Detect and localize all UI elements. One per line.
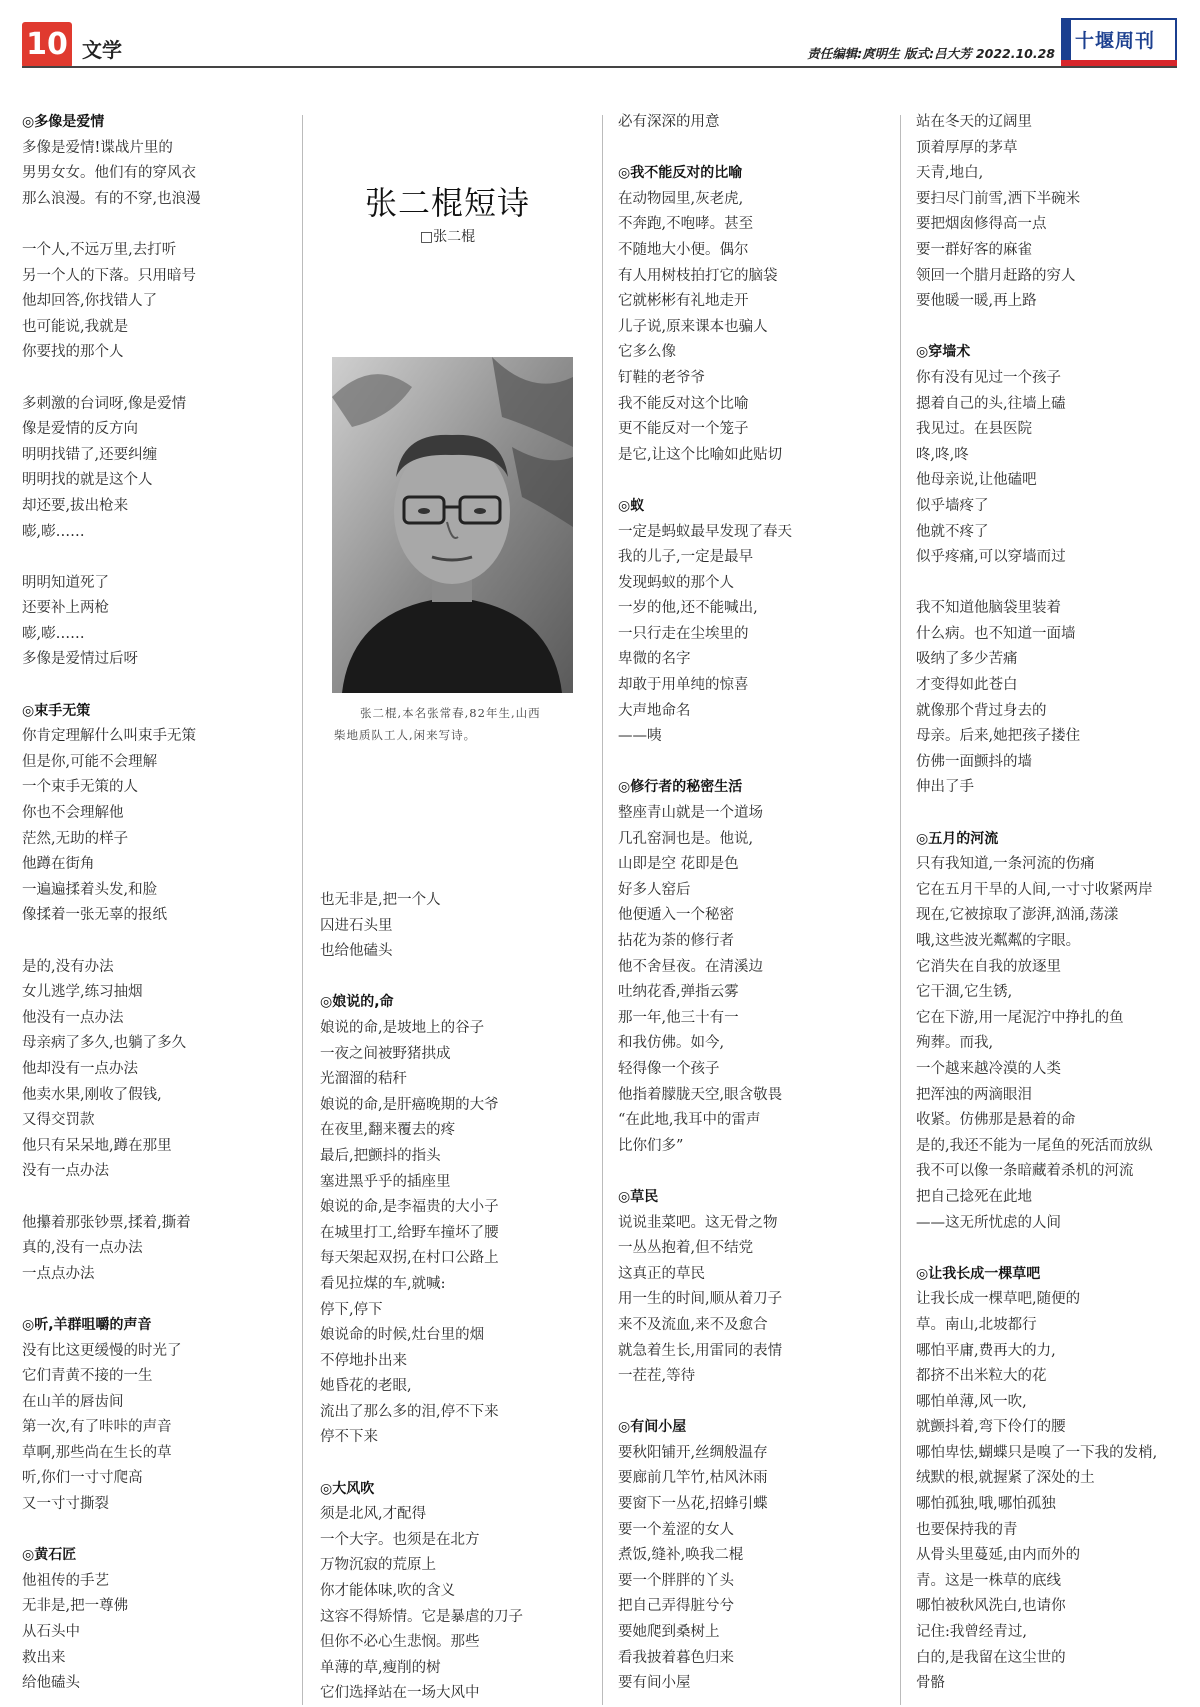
poem-line: 哪怕被秋风洗白,也请你 bbox=[916, 1598, 1066, 1615]
poem-line: 你肯定理解什么叫束手无策 bbox=[22, 728, 196, 745]
poem-line: 它多么像 bbox=[618, 344, 676, 361]
poem-line: 必有深深的用意 bbox=[618, 114, 720, 130]
poem-line: 比你们多” bbox=[618, 1137, 684, 1154]
poem-line: 才变得如此苍白 bbox=[916, 677, 1018, 694]
stanza-break bbox=[22, 1287, 292, 1313]
poem-line: 站在冬天的辽阔里 bbox=[916, 114, 1032, 130]
stanza-break bbox=[916, 801, 1186, 827]
poem-line: 像揉着一张无辜的报纸 bbox=[22, 907, 167, 924]
poem-line: 摁着自己的头,往墙上磕 bbox=[916, 395, 1066, 412]
poem-line: 但是你,可能不会理解 bbox=[22, 753, 158, 770]
column-divider bbox=[302, 115, 303, 1705]
poem-line: 你也不会理解他 bbox=[22, 805, 124, 822]
poem-line: 一个人,不远万里,去打听 bbox=[22, 241, 177, 258]
poem-line: 要秋阳铺开,丝绸般温存 bbox=[618, 1444, 768, 1461]
poem-line: 只有我知道,一条河流的伤痛 bbox=[916, 856, 1095, 873]
poem-line: 他蹲在街角 bbox=[22, 856, 95, 873]
poem-line: 是它,让这个比喻如此贴切 bbox=[618, 446, 783, 463]
newspaper-logo bbox=[1061, 18, 1177, 62]
poem-line: 我不知道他脑袋里装着 bbox=[916, 600, 1061, 617]
poem-line: 拈花为荼的修行者 bbox=[618, 933, 734, 949]
stanza-break bbox=[22, 929, 292, 955]
poem-line: 要廊前几竿竹,枯风沐雨 bbox=[618, 1470, 768, 1487]
poem-line: 更不能反对一个笼子 bbox=[618, 421, 749, 438]
poem-line: 哪怕单薄,风一吹, bbox=[916, 1393, 1027, 1410]
poem-line: 整座青山就是一个道场 bbox=[618, 805, 763, 822]
logo-side-bar bbox=[1063, 20, 1071, 60]
poem-line: 多像是爱情过后呀 bbox=[22, 651, 138, 668]
text-column-1 bbox=[22, 110, 292, 1697]
poem-line: 明明找的就是这个人 bbox=[22, 472, 153, 489]
poem-line: 都挤不出米粒大的花 bbox=[916, 1368, 1047, 1385]
poem-line: 无非是,把一尊佛 bbox=[22, 1598, 129, 1615]
poem-line: 娘说命的时候,灶台里的烟 bbox=[320, 1327, 485, 1344]
poem-line: 什么病。也不知道一面墙 bbox=[916, 625, 1076, 642]
poem-title: ◎大风吹 bbox=[320, 1480, 375, 1497]
poem-title: ◎修行者的秘密生活 bbox=[618, 779, 743, 796]
poem-line: 那么浪漫。有的不穿,也浪漫 bbox=[22, 190, 201, 207]
poem-line: 这容不得矫情。它是暴虐的刀子 bbox=[320, 1608, 523, 1625]
poem-line: 记住:我曾经青过, bbox=[916, 1624, 1027, 1641]
poem-line: 殉葬。而我, bbox=[916, 1035, 994, 1052]
poem-line: ——这无所忧虑的人间 bbox=[916, 1214, 1061, 1231]
poem-line: 来不及流血,来不及愈合 bbox=[618, 1316, 768, 1333]
poem-line: 把自己捻死在此地 bbox=[916, 1188, 1032, 1205]
poem-line: 多像是爱情!谍战片里的 bbox=[22, 139, 173, 156]
poem-line: 青。这是一株草的底线 bbox=[916, 1572, 1061, 1589]
poem-line: 塞进黑乎乎的插座里 bbox=[320, 1173, 451, 1190]
poem-line: 几孔窑洞也是。他说, bbox=[618, 830, 754, 847]
poem-line: 哪怕卑怯,蝴蝶只是嗅了一下我的发梢, bbox=[916, 1444, 1158, 1461]
poem-line: 囚进石头里 bbox=[320, 917, 393, 934]
poem-line: 他却没有一点办法 bbox=[22, 1060, 138, 1077]
poem-line: 绒默的根,就握紧了深处的土 bbox=[916, 1470, 1095, 1487]
poem-line: 它们青黄不接的一生 bbox=[22, 1368, 153, 1385]
poem-line: 一个束手无策的人 bbox=[22, 779, 138, 796]
poem-line: 它们选择站在一场大风中 bbox=[320, 1685, 480, 1702]
poem-line: 也要保持我的青 bbox=[916, 1521, 1018, 1538]
stanza-break bbox=[22, 1185, 292, 1211]
poem-line: 看我披着暮色归来 bbox=[618, 1649, 734, 1666]
poem-line: 最后,把颤抖的指头 bbox=[320, 1147, 441, 1164]
poem-line: 第一次,有了咔咔的声音 bbox=[22, 1419, 172, 1436]
poem-line: 似乎疼痛,可以穿墙而过 bbox=[916, 549, 1066, 566]
header-rule bbox=[22, 66, 1177, 68]
poem-line: ——咦 bbox=[618, 728, 662, 745]
poem-line: 也无非是,把一个人 bbox=[320, 892, 441, 908]
poem-line: 一丛丛抱着,但不结党 bbox=[618, 1240, 754, 1257]
poem-line: 他不舍昼夜。在清溪边 bbox=[618, 958, 763, 975]
text-column-4 bbox=[916, 110, 1186, 1697]
poem-line: 现在,它被掠取了澎湃,汹涌,荡漾 bbox=[916, 907, 1119, 924]
poem-line: 女儿逃学,练习抽烟 bbox=[22, 984, 143, 1001]
poem-line: 一个大字。也须是在北方 bbox=[320, 1531, 480, 1548]
poem-line: 它干涸,它生锈, bbox=[916, 984, 1013, 1001]
poem-line: 真的,没有一点办法 bbox=[22, 1240, 143, 1257]
feature-title: 张二棍短诗 bbox=[364, 184, 530, 222]
poem-line: 多刺激的台词呀,像是爱情 bbox=[22, 395, 187, 412]
poem-line: 停不下来 bbox=[320, 1429, 378, 1446]
stanza-break bbox=[618, 136, 898, 162]
poem-title: ◎草民 bbox=[618, 1188, 659, 1205]
poem-line: 伸出了手 bbox=[916, 779, 974, 796]
author-portrait-image bbox=[332, 357, 573, 693]
poem-line: 不奔跑,不咆哮。甚至 bbox=[618, 216, 754, 233]
poem-line: 听,你们一寸寸爬高 bbox=[22, 1470, 143, 1487]
poem-line: 他攥着那张钞票,揉着,撕着 bbox=[22, 1214, 191, 1231]
poem-line: 要窗下一丛花,招蜂引蝶 bbox=[618, 1496, 768, 1513]
poem-title: ◎穿墙术 bbox=[916, 344, 971, 361]
poem-line: 单薄的草,瘦削的树 bbox=[320, 1659, 441, 1676]
section-title: 文学 bbox=[82, 38, 122, 62]
feature-byline: □张二棍 bbox=[419, 229, 476, 245]
page-number: 10 bbox=[22, 22, 72, 68]
poem-line: 用一生的时间,顺从着刀子 bbox=[618, 1291, 783, 1308]
poem-line: 像是爱情的反方向 bbox=[22, 421, 138, 438]
poem-line: 山即是空 花即是色 bbox=[618, 856, 739, 873]
poem-line: 一个越来越冷漠的人类 bbox=[916, 1060, 1061, 1077]
poem-line: 另一个人的下落。只用暗号 bbox=[22, 267, 196, 284]
poem-line: 一点点办法 bbox=[22, 1265, 95, 1282]
poem-title: ◎多像是爱情 bbox=[22, 114, 105, 130]
poem-line: 是的,我还不能为一尾鱼的死活而放纵 bbox=[916, 1137, 1153, 1154]
poem-line: 娘说的命,是李福贵的大小子 bbox=[320, 1199, 499, 1216]
poem-line: 吐纳花香,弹指云雾 bbox=[618, 984, 739, 1001]
poem-line: 仿佛一面颤抖的墙 bbox=[916, 753, 1032, 770]
stanza-break bbox=[22, 366, 292, 392]
stanza-break bbox=[618, 750, 898, 776]
poem-line: 他只有呆呆地,蹲在那里 bbox=[22, 1137, 172, 1154]
author-photo bbox=[332, 357, 573, 693]
poem-line: 万物沉寂的荒原上 bbox=[320, 1557, 436, 1574]
logo-text: 十堰周刊 bbox=[1075, 30, 1156, 52]
stanza-break bbox=[320, 1451, 600, 1477]
poem-line: 哪怕平庸,费再大的力, bbox=[916, 1342, 1056, 1359]
poem-line: 每天架起双拐,在村口公路上 bbox=[320, 1250, 499, 1267]
poem-line: 卑微的名字 bbox=[618, 651, 691, 668]
poem-line: 草啊,那些尚在生长的草 bbox=[22, 1444, 172, 1461]
poem-line: 在城里打工,给野车撞坏了腰 bbox=[320, 1224, 499, 1241]
poem-line: 在夜里,翻来覆去的疼 bbox=[320, 1122, 456, 1139]
poem-line: 要扫尽门前雪,洒下半碗米 bbox=[916, 190, 1081, 207]
editor-credits: 责任编辑:庹明生 版式:吕大芳 2022.10.28 bbox=[807, 46, 1055, 61]
poem-line: 也可能说,我就是 bbox=[22, 318, 129, 335]
poem-line: 却还要,拔出枪来 bbox=[22, 497, 129, 514]
poem-line: 哪怕孤独,哦,哪怕孤独 bbox=[916, 1496, 1056, 1513]
poem-line: 就急着生长,用雷同的表情 bbox=[618, 1342, 783, 1359]
poem-line: 好多人窑后 bbox=[618, 881, 691, 898]
poem-line: 我不可以像一条暗藏着杀机的河流 bbox=[916, 1163, 1134, 1180]
poem-line: 没有一点办法 bbox=[22, 1163, 109, 1180]
poem-line: 母亲。后来,她把孩子搂住 bbox=[916, 728, 1081, 745]
poem-line: 要她爬到桑树上 bbox=[618, 1624, 720, 1641]
poem-line: 男男女女。他们有的穿风衣 bbox=[22, 165, 196, 182]
poem-line: 顶着厚厚的茅草 bbox=[916, 139, 1018, 156]
poem-line: 要把烟囱修得高一点 bbox=[916, 216, 1047, 233]
poem-line: 母亲病了多久,也躺了多久 bbox=[22, 1035, 187, 1052]
poem-line: 它就彬彬有礼地走开 bbox=[618, 293, 749, 310]
poem-line: 它在五月干旱的人间,一寸寸收紧两岸 bbox=[916, 881, 1153, 898]
poem-line: 领回一个腊月赶路的穷人 bbox=[916, 267, 1076, 284]
stanza-break bbox=[618, 1390, 898, 1416]
poem-line: 让我长成一棵草吧,随便的 bbox=[916, 1291, 1081, 1308]
poem-title: ◎五月的河流 bbox=[916, 830, 999, 847]
stanza-break bbox=[320, 965, 600, 991]
stanza-break bbox=[22, 212, 292, 238]
poem-line: 要一个羞涩的女人 bbox=[618, 1521, 734, 1538]
poem-line: 又一寸寸撕裂 bbox=[22, 1496, 109, 1513]
poem-line: 大声地命名 bbox=[618, 702, 691, 719]
stanza-break bbox=[916, 1236, 1186, 1262]
poem-line: 也给他磕头 bbox=[320, 943, 393, 960]
poem-line: 我不能反对这个比喻 bbox=[618, 395, 749, 412]
poem-line: 就颤抖着,弯下伶仃的腰 bbox=[916, 1419, 1066, 1436]
poem-title: ◎有间小屋 bbox=[618, 1419, 687, 1436]
poem-line: 要有间小屋 bbox=[618, 1675, 691, 1692]
poem-line: 我见过。在县医院 bbox=[916, 421, 1032, 438]
poem-line: 是的,没有办法 bbox=[22, 958, 114, 975]
poem-line: 一遍遍揉着头发,和脸 bbox=[22, 881, 158, 898]
poem-line: 一岁的他,还不能喊出, bbox=[618, 600, 758, 617]
poem-line: 看见拉煤的车,就喊: bbox=[320, 1275, 446, 1292]
poem-line: 她昏花的老眼, bbox=[320, 1378, 412, 1395]
poem-line: 把浑浊的两滴眼泪 bbox=[916, 1086, 1032, 1103]
poem-line: 一定是蚂蚁最早发现了春天 bbox=[618, 523, 792, 540]
poem-line: 他却回答,你找错人了 bbox=[22, 293, 158, 310]
poem-title: ◎让我长成一棵草吧 bbox=[916, 1265, 1041, 1282]
poem-title: ◎我不能反对的比喻 bbox=[618, 165, 743, 182]
poem-line: 嘭,嘭…… bbox=[22, 523, 85, 540]
poem-line: 他祖传的手艺 bbox=[22, 1572, 109, 1589]
poem-line: 却敢于用单纯的惊喜 bbox=[618, 677, 749, 694]
poem-line: 光溜溜的秸秆 bbox=[320, 1071, 407, 1088]
poem-line: 不停地扑出来 bbox=[320, 1352, 407, 1369]
poem-line: 茫然,无助的样子 bbox=[22, 830, 129, 847]
poem-line: 儿子说,原来课本也骗人 bbox=[618, 318, 768, 335]
poem-line: 那一年,他三十有一 bbox=[618, 1009, 739, 1026]
poem-line: 娘说的命,是肝癌晚期的大爷 bbox=[320, 1096, 499, 1113]
poem-line: 钉鞋的老爷爷 bbox=[618, 369, 705, 386]
poem-line: 他便遁入一个秘密 bbox=[618, 907, 734, 924]
poem-line: 在山羊的唇齿间 bbox=[22, 1393, 124, 1410]
poem-line: 它在下游,用一尾泥泞中挣扎的鱼 bbox=[916, 1009, 1124, 1026]
poem-title: ◎蚁 bbox=[618, 497, 645, 514]
poem-line: 哦,这些波光粼粼的字眼。 bbox=[916, 933, 1081, 949]
poem-line: 他指着朦胧天空,眼含敬畏 bbox=[618, 1086, 783, 1103]
poem-line: 娘说的命,是坡地上的谷子 bbox=[320, 1019, 485, 1036]
poem-line: 你有没有见过一个孩子 bbox=[916, 369, 1061, 386]
poem-line: 你才能体味,吹的含义 bbox=[320, 1583, 456, 1600]
caption-line: 张二棍,本名张常春,82年生,山西 bbox=[360, 706, 541, 720]
poem-line: 一茬茬,等待 bbox=[618, 1368, 696, 1385]
poem-line: 把自己弄得脏兮兮 bbox=[618, 1598, 734, 1615]
poem-line: 发现蚂蚁的那个人 bbox=[618, 574, 734, 591]
page-header bbox=[22, 18, 1177, 68]
poem-line: 流出了那么多的泪,停不下来 bbox=[320, 1403, 499, 1420]
poem-line: 又得交罚款 bbox=[22, 1112, 95, 1129]
poem-line: 明明知道死了 bbox=[22, 574, 109, 591]
poem-line: 说说韭菜吧。这无骨之物 bbox=[618, 1214, 778, 1231]
poem-line: 一只行走在尘埃里的 bbox=[618, 625, 749, 642]
poem-line: 须是北风,才配得 bbox=[320, 1506, 427, 1523]
caption-line: 柴地质队工人,闲来写诗。 bbox=[334, 728, 477, 742]
text-column-3 bbox=[618, 110, 898, 1697]
poem-line: 救出来 bbox=[22, 1649, 66, 1666]
stanza-break bbox=[916, 315, 1186, 341]
poem-line: 收紧。仿佛那是悬着的命 bbox=[916, 1112, 1076, 1129]
poem-line: 嘭,嘭…… bbox=[22, 625, 85, 642]
text-column-2 bbox=[320, 888, 600, 1707]
poem-line: 明明找错了,还要纠缠 bbox=[22, 446, 158, 463]
poem-line: 它消失在自我的放逐里 bbox=[916, 958, 1061, 975]
stanza-break bbox=[22, 1518, 292, 1544]
poem-line: 没有比这更缓慢的时光了 bbox=[22, 1342, 182, 1359]
poem-line: 和我仿佛。如今, bbox=[618, 1035, 725, 1052]
poem-line: 他母亲说,让他磕吧 bbox=[916, 472, 1037, 489]
poem-line: 他没有一点办法 bbox=[22, 1009, 124, 1026]
stanza-break bbox=[618, 1159, 898, 1185]
poem-line: 一夜之间被野猪拱成 bbox=[320, 1045, 451, 1062]
poem-line: 他卖水果,刚收了假钱, bbox=[22, 1086, 162, 1103]
column-divider bbox=[900, 115, 901, 1705]
poem-line: 给他磕头 bbox=[22, 1675, 80, 1692]
poem-line: 天青,地白, bbox=[916, 165, 984, 182]
poem-line: 白的,是我留在这尘世的 bbox=[916, 1649, 1066, 1666]
poem-line: 轻得像一个孩子 bbox=[618, 1060, 720, 1077]
poem-line: 要一个胖胖的丫头 bbox=[618, 1572, 734, 1589]
stanza-break bbox=[618, 468, 898, 494]
poem-line: 要一群好客的麻雀 bbox=[916, 241, 1032, 258]
poem-line: 咚,咚,咚 bbox=[916, 446, 969, 463]
poem-line: 就像那个背过身去的 bbox=[916, 702, 1047, 719]
column-divider bbox=[602, 115, 603, 1705]
poem-line: “在此地,我耳中的雷声 bbox=[618, 1112, 761, 1129]
poem-line: 煮饭,缝补,唤我二棍 bbox=[618, 1547, 744, 1564]
poem-line: 从石头中 bbox=[22, 1624, 80, 1641]
poem-line: 骨骼 bbox=[916, 1675, 945, 1692]
poem-title: ◎束手无策 bbox=[22, 702, 91, 719]
poem-line: 我的儿子,一定是最早 bbox=[618, 549, 754, 566]
poem-line: 在动物园里,灰老虎, bbox=[618, 190, 744, 207]
poem-line: 草。南山,北坡都行 bbox=[916, 1316, 1037, 1333]
poem-line: 从骨头里蔓延,由内而外的 bbox=[916, 1547, 1081, 1564]
poem-line: 但你不必心生悲悯。那些 bbox=[320, 1634, 480, 1651]
poem-line: 似乎墙疼了 bbox=[916, 497, 989, 514]
stanza-break bbox=[22, 673, 292, 699]
stanza-break bbox=[916, 571, 1186, 597]
poem-line: 吸纳了多少苦痛 bbox=[916, 651, 1018, 668]
poem-line: 这真正的草民 bbox=[618, 1265, 705, 1282]
stanza-break bbox=[22, 545, 292, 571]
poem-line: 你要找的那个人 bbox=[22, 344, 124, 361]
poem-line: 有人用树枝拍打它的脑袋 bbox=[618, 267, 778, 284]
photo-caption bbox=[334, 702, 572, 746]
poem-title: ◎黄石匠 bbox=[22, 1547, 77, 1564]
poem-title: ◎娘说的,命 bbox=[320, 994, 394, 1011]
poem-line: 不随地大小便。偶尔 bbox=[618, 241, 749, 258]
poem-line: 还要补上两枪 bbox=[22, 600, 109, 617]
poem-line: 要他暖一暖,再上路 bbox=[916, 293, 1037, 310]
poem-line: 他就不疼了 bbox=[916, 523, 989, 540]
poem-title: ◎听,羊群咀嚼的声音 bbox=[22, 1316, 152, 1333]
poem-line: 停下,停下 bbox=[320, 1301, 383, 1318]
